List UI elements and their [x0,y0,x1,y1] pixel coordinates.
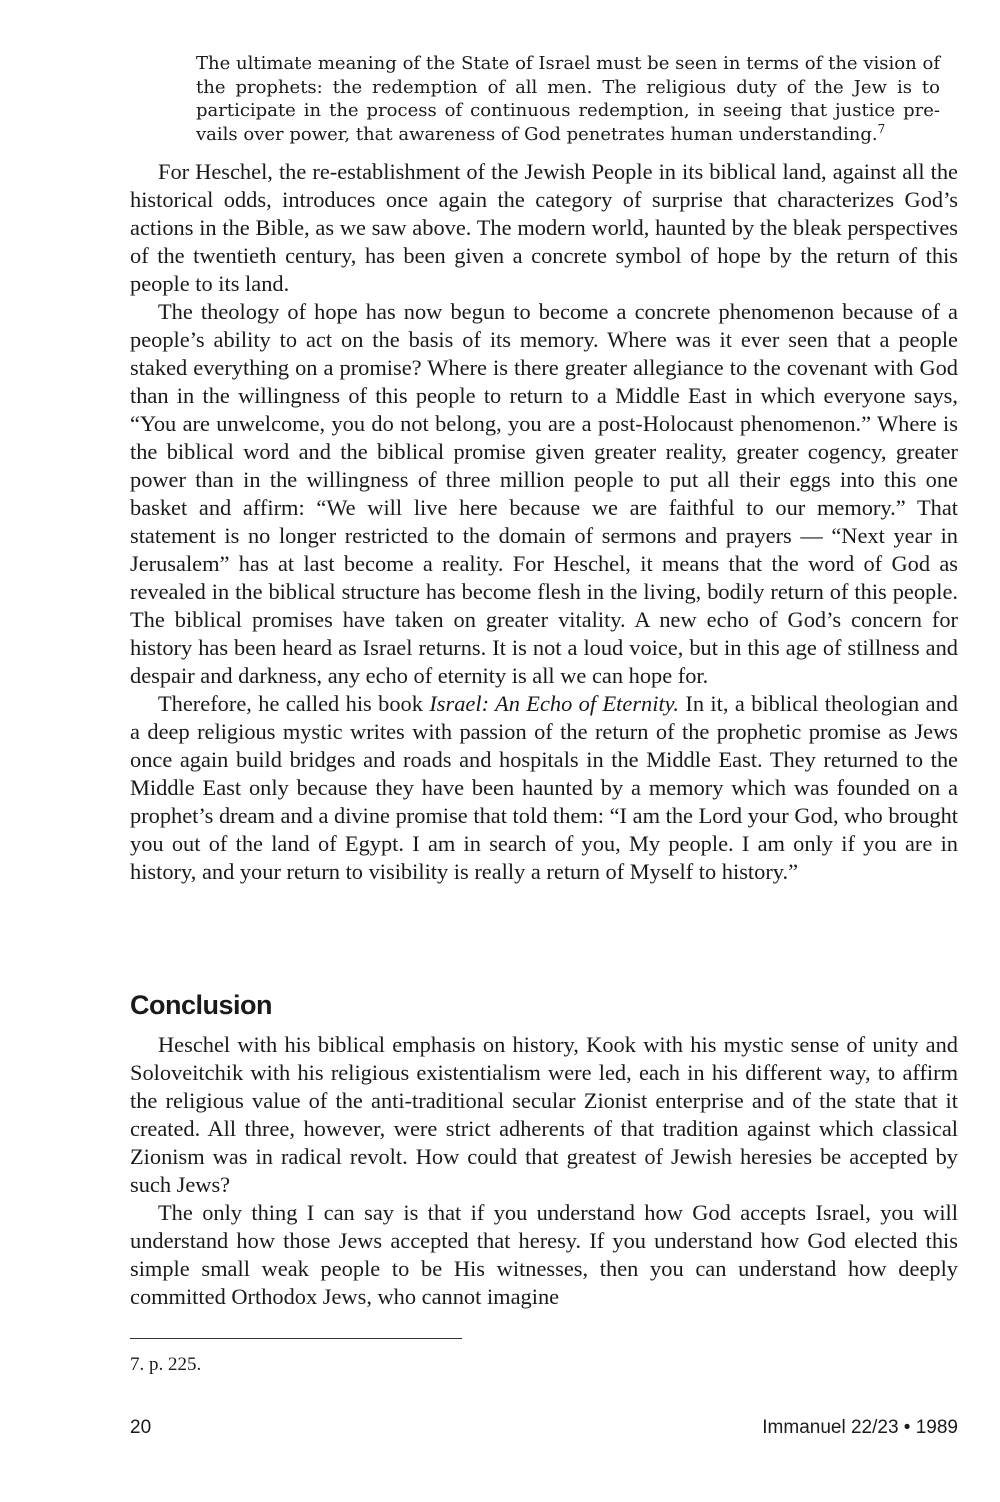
section-heading-conclusion: Conclusion [130,990,272,1020]
footnote: 7. p. 225. [130,1354,202,1375]
paragraph-1: For Heschel, the re-establishment of the Jewish People in its biblical land, against all the historical odds, introduces once again the category of surprise that characterizes God’s actions in the Bible, as we saw above. The modern world, haunted by the bleak perspectives of the twentieth century, has been given a concrete symbol of hope by the return of this people to its land. [130,159,958,296]
book-title: Israel: An Echo of Eternity. [429,691,679,716]
paragraph-3-start: Therefore, he called his book [158,691,430,716]
paragraph-3-end: In it, a biblical theologian and a deep religious mystic writes with passion of the return of the prophetic promise as Jews once again build bridges and roads and hospitals in the Middle East. They returned to the Middle East only because they have been haunted by a memory which was founded on a prophet’s dream and a divine promise that told them: “I am the Lord your God, who brought you out of the land of Egypt. I am in search of you, My people. I am only if you are in history, and your return to visibility is really a return of Myself to history.” [130,691,958,884]
block-quote [196,52,940,146]
footnote-reference: 7 [877,121,886,136]
page-number: 20 [130,1417,152,1438]
paragraph-2: The theology of hope has now begun to become a concrete phenomenon because of a people’s ability to act on the basis of its memory. Where was it ever seen that a people staked everything on a promise? Where is there greater allegiance to the covenant with God than in the willingness of this people to return to a Middle East in which everyone says, “You are unwelcome, you do not belong, you are a post-Holocaust phenomenon.” Where is the biblical word and the biblical promise given greater reality, greater cogency, greater power than in the willingness of three million people to put all their eggs into this one basket and affirm: “We will live here because we are faithful to our memory.” That statement is no longer restricted to the domain of sermons and prayers — “Next year in Jerusalem” has at last become a reality. For Heschel, it means that the word of God as revealed in the biblical structure has become flesh in the living, bodily return of this people. The biblical promises have taken on greater vitality. A new echo of God’s concern for history has been heard as Israel returns. It is not a loud voice, but in this age of stillness and despair and darkness, any echo of eternity is all we can hope for. [130,299,958,688]
main-body-text [130,158,958,886]
conclusion-paragraph-2: The only thing I can say is that if you understand how God accepts Israel, you will understand how those Jews accepted that heresy. If you understand how God elected this simple small weak people to be His witnesses, then you can understand how deeply committed Orthodox Jews, who cannot imagine [130,1200,958,1309]
conclusion-body-text [130,1031,958,1311]
footnote-divider [130,1338,462,1339]
journal-info: Immanuel 22/23 • 1989 [762,1417,958,1438]
conclusion-paragraph-1: Heschel with his biblical emphasis on history, Kook with his mystic sense of unity and Soloveitchik with his religious existentialism were led, each in his different way, to affirm the religious value of the anti-traditional secular Zionist enterprise and of the state that it created. All three, however, were strict adherents of that tradition against which classical Zionism was in radical revolt. How could that greatest of Jewish heresies be accepted by such Jews? [130,1032,958,1197]
block-quote-text: The ultimate meaning of the State of Israel must be seen in terms of the vision of the prophets: the redemption of all men. The religious duty of the Jew is to participate in the process of continuous redemption, in seeing that justice prevails over power, that awareness of God penetrates human understanding. [196,53,940,145]
paragraph-3 [130,690,958,886]
